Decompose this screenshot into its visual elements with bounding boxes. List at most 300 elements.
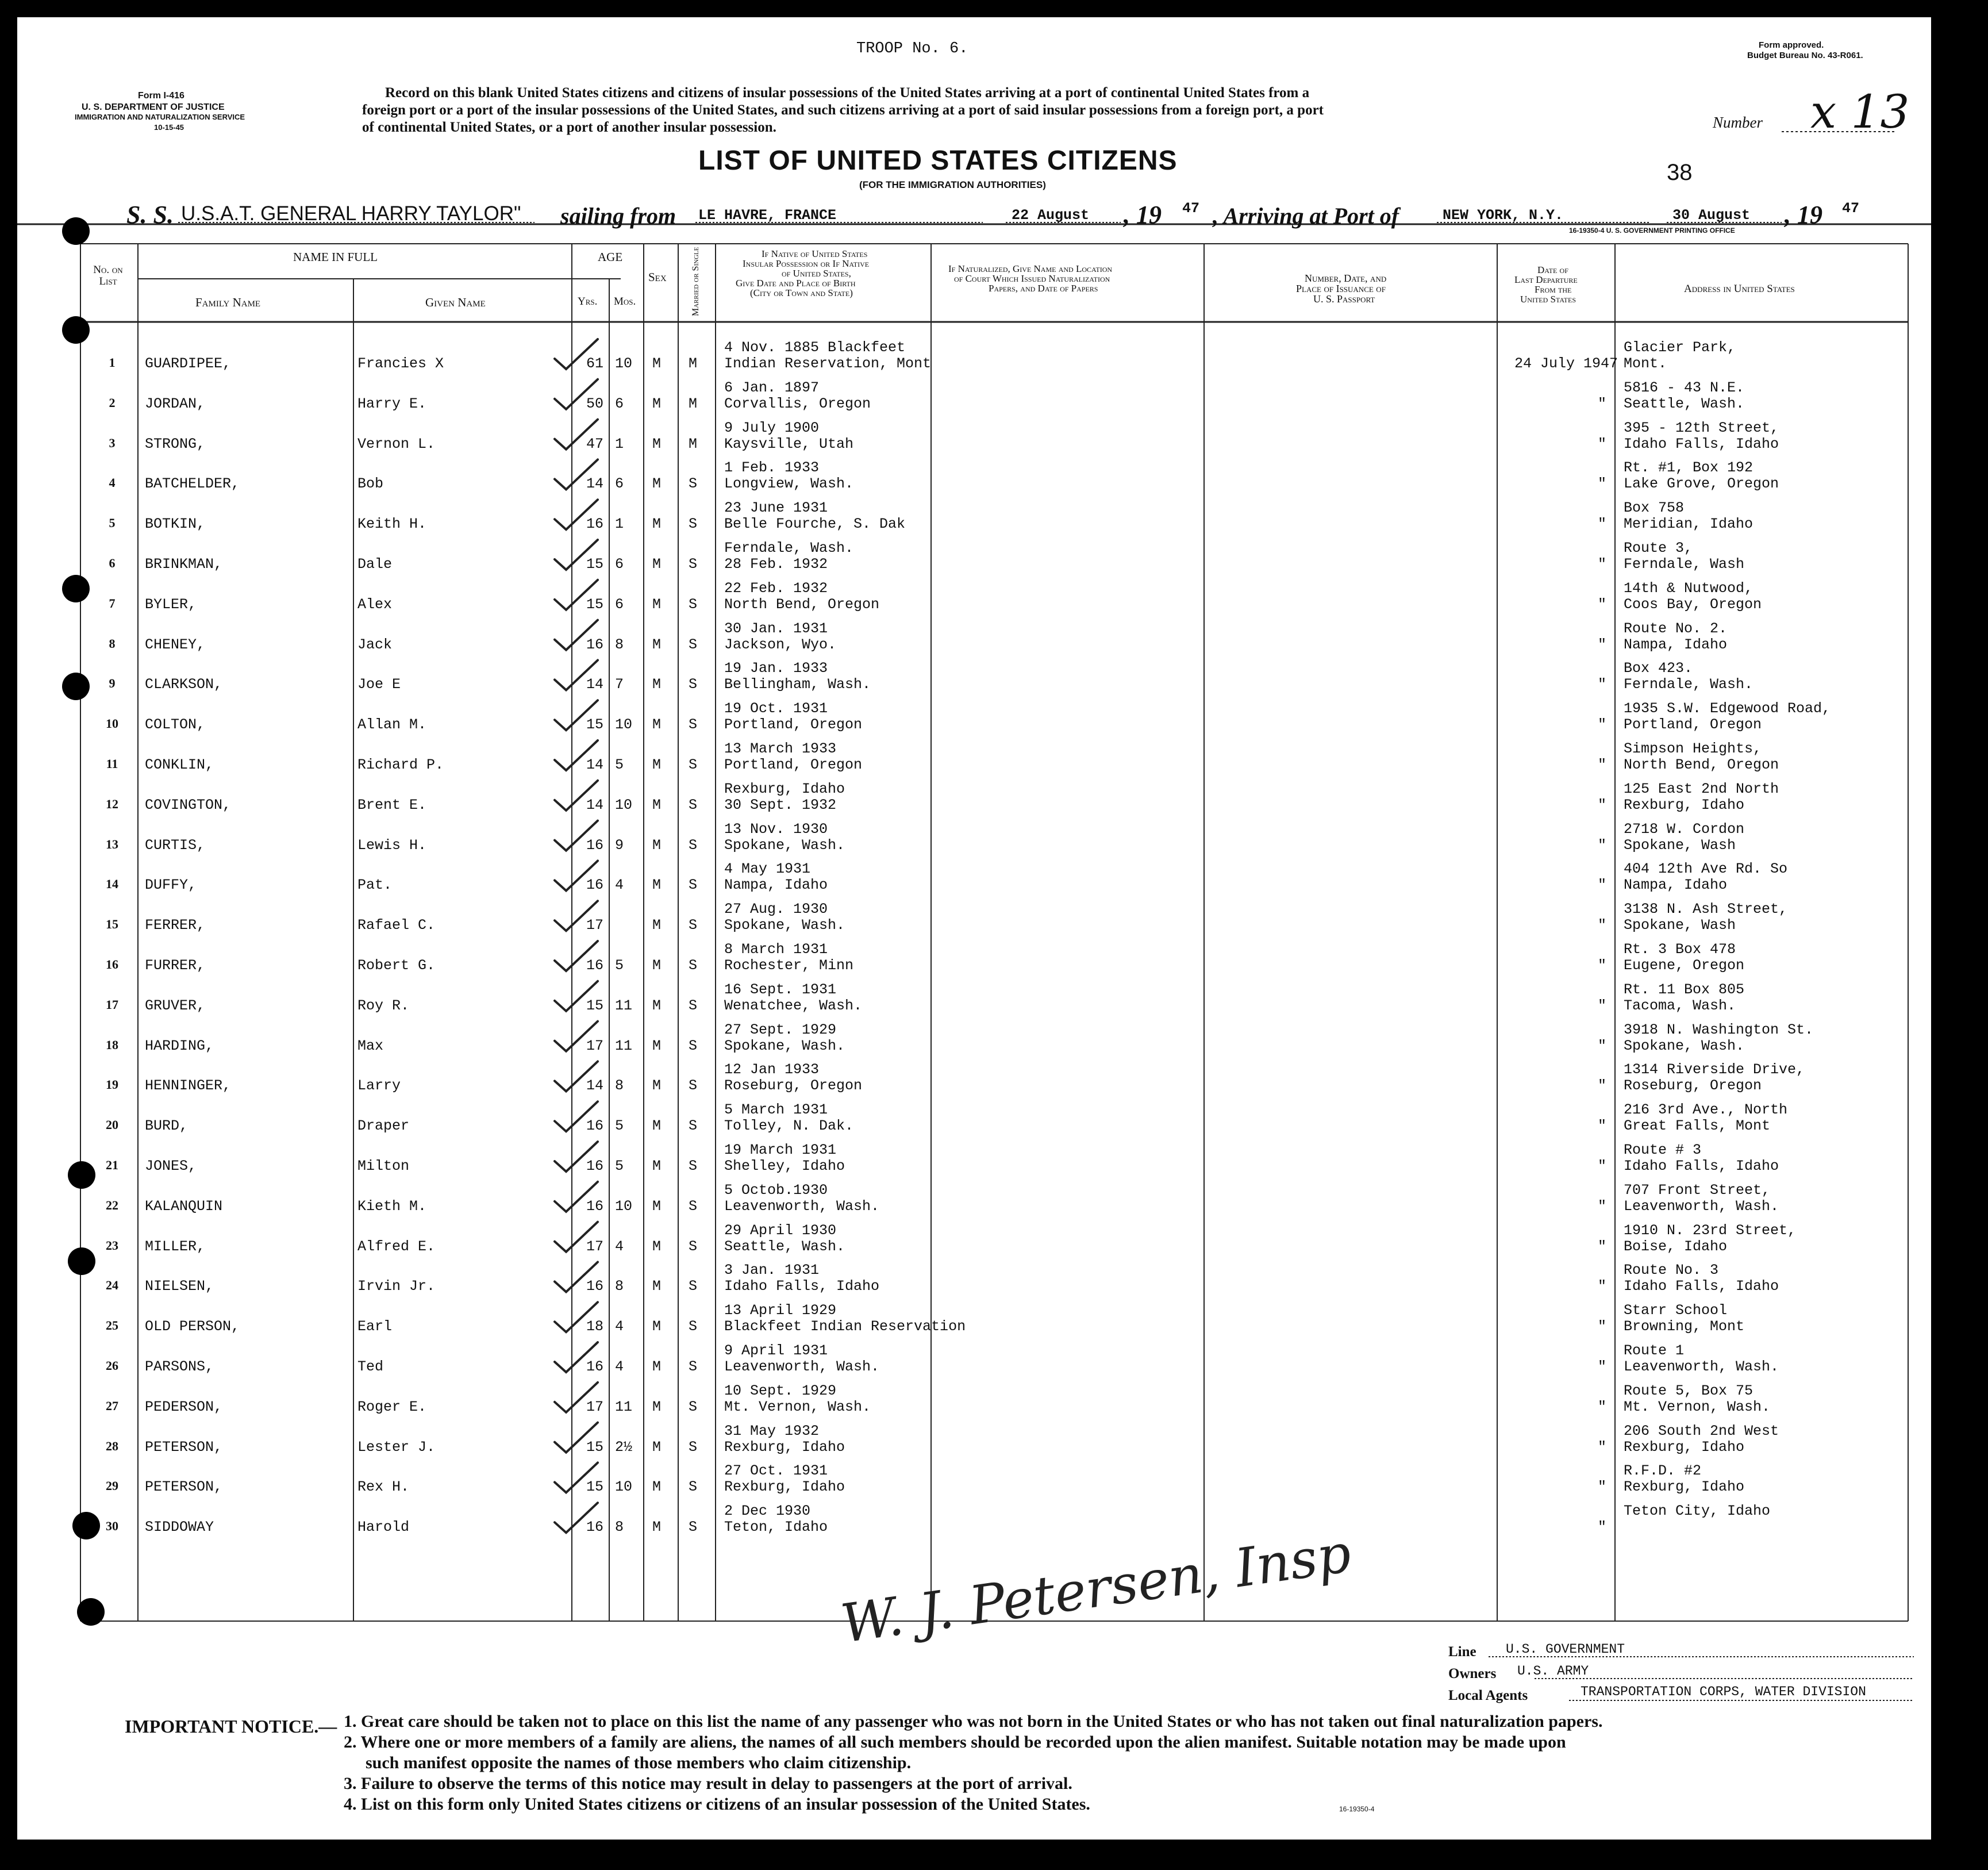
given-name-cell: Pat. <box>357 877 393 894</box>
family-name-cell: JONES, <box>145 1158 197 1174</box>
last-departure-cell: " <box>1598 475 1607 493</box>
marital-status-cell: S <box>689 516 698 533</box>
address-line-1: Rt. 3 Box 478 <box>1624 941 1736 958</box>
owners-value: U.S. ARMY <box>1517 1664 1589 1679</box>
page-number-38: 38 <box>1667 160 1693 185</box>
row-number: 8 <box>109 636 116 651</box>
last-departure-cell: " <box>1598 716 1607 734</box>
address-line-2: Spokane, Wash <box>1624 917 1736 934</box>
col-birth-line-4: Give Date and Place of Birth <box>736 278 856 289</box>
birth-line-1: 22 Feb. 1932 <box>724 579 828 597</box>
family-name-cell: BOTKIN, <box>145 516 206 533</box>
birth-line-1: 27 Aug. 1930 <box>724 901 828 918</box>
col-departure-line-4: United States <box>1520 294 1576 305</box>
birth-line-2: Nampa, Idaho <box>724 877 828 894</box>
birth-line-2: Portland, Oregon <box>724 716 863 734</box>
agents-label: Local Agents <box>1448 1688 1528 1703</box>
col-married-single: Married or Single <box>691 247 701 316</box>
address-line-2: Tacoma, Wash. <box>1624 997 1736 1014</box>
row-number: 17 <box>106 997 118 1012</box>
given-name-cell: Alfred E. <box>357 1238 436 1255</box>
birth-line-1: 27 Sept. 1929 <box>724 1021 837 1038</box>
birth-line-2: Spokane, Wash. <box>724 917 845 934</box>
address-line-1: Box 423. <box>1624 660 1693 677</box>
family-name-cell: PARSONS, <box>145 1358 214 1375</box>
arriving-date: 30 August <box>1672 207 1751 224</box>
col-given-name: Given Name <box>425 295 486 309</box>
age-years-cell: 47 <box>586 435 604 452</box>
address-line-1: Glacier Park, <box>1624 339 1736 356</box>
birth-line-1: 2 Dec 1930 <box>724 1503 811 1520</box>
row-number: 14 <box>106 877 118 892</box>
address-line-2: Ferndale, Wash. <box>1624 676 1754 693</box>
marital-status-cell: S <box>689 1438 698 1456</box>
troop-number: TROOP No. 6. <box>856 40 968 57</box>
last-departure-cell: 24 July 1947 <box>1514 355 1618 372</box>
sex-cell: M <box>652 556 662 573</box>
given-name-cell: Jack <box>357 636 393 653</box>
col-birth-line-5: (City or Town and State) <box>750 287 853 298</box>
birth-line-2: Spokane, Wash. <box>724 836 845 854</box>
birth-line-2: Rochester, Minn <box>724 957 854 974</box>
family-name-cell: JORDAN, <box>145 395 206 412</box>
address-line-1: 1935 S.W. Edgewood Road, <box>1624 700 1831 717</box>
birth-line-1: 3 Jan. 1931 <box>724 1262 820 1279</box>
family-name-cell: BYLER, <box>145 596 197 613</box>
given-name-cell: Roger E. <box>357 1398 427 1415</box>
address-line-1: Route No. 3 <box>1624 1262 1719 1279</box>
address-line-1: 395 - 12th Street, <box>1624 419 1779 436</box>
address-line-1: 125 East 2nd North <box>1624 780 1779 797</box>
sailing-from-label: sailing from <box>560 203 676 229</box>
address-line-2: Idaho Falls, Idaho <box>1624 1278 1779 1295</box>
age-months-cell: 4 <box>615 1358 624 1375</box>
birth-line-2: Leavenworth, Wash. <box>724 1197 880 1215</box>
last-departure-cell: " <box>1598 1318 1607 1335</box>
number-underline <box>1782 130 1897 133</box>
inspector-signature: W. J. Petersen, Insp <box>837 1522 1355 1655</box>
address-line-1: Route # 3 <box>1624 1142 1702 1158</box>
birth-line-2: Corvallis, Oregon <box>724 395 871 412</box>
age-months-cell: 1 <box>615 435 624 452</box>
row-number: 9 <box>109 676 116 691</box>
family-name-cell: GUARDIPEE, <box>145 355 232 372</box>
sex-cell: M <box>652 1118 662 1135</box>
address-line-1: 1910 N. 23rd Street, <box>1624 1222 1797 1239</box>
col-sex: Sex <box>648 270 667 284</box>
address-line-1: 404 12th Ave Rd. So <box>1624 861 1788 878</box>
age-years-cell: 16 <box>586 1358 604 1375</box>
notice-item-2a: 2. Where one or more members of a family are aliens, the names of all such members should be recorded upon the alien manifest. Suitable notation may be made upon <box>344 1733 1566 1752</box>
marital-status-cell: S <box>689 716 698 734</box>
form-date: 10-15-45 <box>154 123 184 132</box>
address-line-1: 206 South 2nd West <box>1624 1422 1779 1439</box>
birth-line-1: 13 Nov. 1930 <box>724 820 828 838</box>
row-number: 18 <box>106 1037 118 1052</box>
col-passport-line-3: U. S. Passport <box>1313 293 1375 305</box>
age-months-cell: 8 <box>615 1077 624 1095</box>
row-number: 19 <box>106 1077 118 1092</box>
sex-cell: M <box>652 917 662 934</box>
line-value: U.S. GOVERNMENT <box>1506 1642 1625 1657</box>
address-line-2: Mont. <box>1624 355 1667 372</box>
age-months-cell: 6 <box>615 596 624 613</box>
given-name-cell: Milton <box>357 1158 410 1174</box>
age-months-cell: 11 <box>615 1037 633 1054</box>
marital-status-cell: S <box>689 1158 698 1174</box>
age-years-cell: 18 <box>586 1318 604 1335</box>
family-name-cell: PEDERSON, <box>145 1398 223 1415</box>
birth-line-2: Idaho Falls, Idaho <box>724 1278 880 1295</box>
marital-status-cell: M <box>689 435 698 452</box>
col-address: Address in United States <box>1684 283 1795 295</box>
row-number: 11 <box>106 757 118 771</box>
birth-line-2: Rexburg, Idaho <box>724 1479 845 1496</box>
address-line-2: Idaho Falls, Idaho <box>1624 435 1779 452</box>
address-line-2: Portland, Oregon <box>1624 716 1762 734</box>
last-departure-cell: " <box>1598 1238 1607 1255</box>
address-line-2: Spokane, Wash. <box>1624 1037 1745 1054</box>
last-departure-cell: " <box>1598 836 1607 854</box>
age-months-cell: 9 <box>615 836 624 854</box>
age-years-cell: 15 <box>586 997 604 1014</box>
given-name-cell: Max <box>357 1037 384 1054</box>
row-number: 10 <box>106 716 118 731</box>
marital-status-cell: S <box>689 1278 698 1295</box>
given-name-cell: Ted <box>357 1358 384 1375</box>
address-line-2: North Bend, Oregon <box>1624 757 1779 773</box>
notice-title: IMPORTANT NOTICE.— <box>125 1716 337 1737</box>
row-number: 29 <box>106 1479 118 1493</box>
given-name-cell: Lewis H. <box>357 836 427 854</box>
family-name-cell: BURD, <box>145 1118 189 1135</box>
birth-line-1: 29 April 1930 <box>724 1222 837 1239</box>
instructions-line-2: foreign port or a port of the insular possessions of the United States, and such citizens arriving at a port of said insular possessions from a foreign port, a port <box>362 102 1324 118</box>
address-line-1: Starr School <box>1624 1302 1728 1319</box>
list-number-handwritten: x 13 <box>1810 85 1910 139</box>
col-naturalized-line-2: of Court Which Issued Naturalization <box>954 273 1110 284</box>
address-line-2: Rexburg, Idaho <box>1624 796 1745 813</box>
number-label: Number <box>1713 114 1763 131</box>
row-number: 16 <box>106 957 118 972</box>
row-number: 20 <box>106 1118 118 1132</box>
bottom-print-code: 16-19350-4 <box>1339 1805 1375 1813</box>
birth-line-2: Belle Fourche, S. Dak <box>724 516 906 533</box>
given-name-cell: Draper <box>357 1118 410 1135</box>
birth-line-1: 19 Oct. 1931 <box>724 700 828 717</box>
age-years-cell: 16 <box>586 957 604 974</box>
last-departure-cell: " <box>1598 1077 1607 1095</box>
age-years-cell: 17 <box>586 917 604 934</box>
last-departure-cell: " <box>1598 556 1607 573</box>
row-number: 6 <box>109 556 116 570</box>
age-months-cell: 10 <box>615 716 633 734</box>
age-years-cell: 61 <box>586 355 604 372</box>
last-departure-cell: " <box>1598 1278 1607 1295</box>
ship-name: U.S.A.T. GENERAL HARRY TAYLOR" <box>181 202 521 225</box>
row-number: 7 <box>109 596 116 610</box>
marital-status-cell: S <box>689 1479 698 1496</box>
binder-hole <box>62 316 90 344</box>
age-years-cell: 14 <box>586 676 604 693</box>
binder-hole <box>77 1598 105 1626</box>
age-years-cell: 16 <box>586 1197 604 1215</box>
address-line-2: Rexburg, Idaho <box>1624 1479 1745 1496</box>
last-departure-cell: " <box>1598 676 1607 693</box>
sailing-year-prefix: , 19 <box>1124 201 1162 229</box>
age-years-cell: 16 <box>586 1278 604 1295</box>
birth-line-1: 30 Jan. 1931 <box>724 620 828 637</box>
col-birth-line-1: If Native of United States <box>762 248 868 259</box>
sex-cell: M <box>652 836 662 854</box>
birth-line-1: 5 March 1931 <box>724 1101 828 1119</box>
row-number: 26 <box>106 1358 118 1373</box>
sex-cell: M <box>652 997 662 1014</box>
agents-value: TRANSPORTATION CORPS, WATER DIVISION <box>1581 1684 1866 1699</box>
col-passport-line-2: Place of Issuance of <box>1296 283 1386 294</box>
last-departure-cell: " <box>1598 1519 1607 1536</box>
address-line-2: Seattle, Wash. <box>1624 395 1745 412</box>
family-name-cell: KALANQUIN <box>145 1197 223 1215</box>
last-departure-cell: " <box>1598 917 1607 934</box>
age-years-cell: 14 <box>586 757 604 773</box>
binder-hole <box>68 1161 95 1189</box>
ship-line-underlines <box>17 221 1931 225</box>
last-departure-cell: " <box>1598 796 1607 813</box>
marital-status-cell: S <box>689 997 698 1014</box>
birth-line-1: 13 April 1929 <box>724 1302 837 1319</box>
family-name-cell: HENNINGER, <box>145 1077 232 1095</box>
birth-line-2: Shelley, Idaho <box>724 1158 845 1174</box>
sailing-from-port: LE HAVRE, FRANCE <box>698 207 837 224</box>
address-line-2: Coos Bay, Oregon <box>1624 596 1762 613</box>
col-age-yrs: Yrs. <box>578 295 598 308</box>
binder-hole <box>72 1512 100 1539</box>
age-months-cell: 11 <box>615 997 633 1014</box>
age-years-cell: 17 <box>586 1037 604 1054</box>
address-line-2: Mt. Vernon, Wash. <box>1624 1398 1771 1415</box>
age-years-cell: 16 <box>586 1118 604 1135</box>
family-name-cell: CONKLIN, <box>145 757 214 773</box>
birth-line-2: Tolley, N. Dak. <box>724 1118 854 1135</box>
age-months-cell: 5 <box>615 757 624 773</box>
sailing-date: 22 August <box>1012 207 1090 224</box>
last-departure-cell: " <box>1598 1398 1607 1415</box>
address-line-1: 1314 Riverside Drive, <box>1624 1061 1805 1078</box>
age-months-cell: 1 <box>615 516 624 533</box>
marital-status-cell: M <box>689 355 698 372</box>
form-approved: Form approved. <box>1759 40 1824 50</box>
given-name-cell: Harold <box>357 1519 410 1536</box>
arriving-year-prefix: , 19 <box>1785 201 1822 229</box>
birth-line-1: 31 May 1932 <box>724 1422 820 1439</box>
address-line-1: 3138 N. Ash Street, <box>1624 901 1788 918</box>
marital-status-cell: S <box>689 596 698 613</box>
last-departure-cell: " <box>1598 1158 1607 1174</box>
arriving-port: NEW YORK, N.Y. <box>1443 207 1564 224</box>
address-line-1: Route No. 2. <box>1624 620 1728 637</box>
age-years-cell: 14 <box>586 796 604 813</box>
age-months-cell: 8 <box>615 1519 624 1536</box>
birth-line-1: Rexburg, Idaho <box>724 780 845 797</box>
sex-cell: M <box>652 435 662 452</box>
age-years-cell: 16 <box>586 636 604 653</box>
col-naturalized-line-3: Papers, and Date of Papers <box>989 283 1098 294</box>
address-line-2: Leavenworth, Wash. <box>1624 1358 1779 1375</box>
given-name-cell: Robert G. <box>357 957 436 974</box>
binder-hole <box>62 673 90 700</box>
birth-line-1: 19 March 1931 <box>724 1142 837 1158</box>
age-months-cell: 8 <box>615 636 624 653</box>
given-name-cell: Harry E. <box>357 395 427 412</box>
birth-line-2: Wenatchee, Wash. <box>724 997 863 1014</box>
form-number: Form I-416 <box>138 91 184 101</box>
age-months-cell: 10 <box>615 1197 633 1215</box>
last-departure-cell: " <box>1598 1438 1607 1456</box>
address-line-1: 216 3rd Ave., North <box>1624 1101 1788 1119</box>
address-line-2: Roseburg, Oregon <box>1624 1077 1762 1095</box>
age-years-cell: 15 <box>586 1479 604 1496</box>
address-line-1: R.F.D. #2 <box>1624 1462 1702 1480</box>
sex-cell: M <box>652 516 662 533</box>
last-departure-cell: " <box>1598 435 1607 452</box>
address-line-1: Teton City, Idaho <box>1624 1503 1771 1520</box>
marital-status-cell: S <box>689 1318 698 1335</box>
age-months-cell: 6 <box>615 556 624 573</box>
sex-cell: M <box>652 1278 662 1295</box>
binder-hole <box>68 1247 95 1275</box>
marital-status-cell: S <box>689 1077 698 1095</box>
sex-cell: M <box>652 877 662 894</box>
given-name-cell: Larry <box>357 1077 401 1095</box>
address-line-2: Meridian, Idaho <box>1624 516 1754 533</box>
notice-item-1: 1. Great care should be taken not to place on this list the name of any passenger who was not born in the United States or who has not taken out final naturalization papers. <box>344 1712 1603 1731</box>
address-line-2: Nampa, Idaho <box>1624 636 1728 653</box>
instructions-line-3: of continental United States, or a port of another insular possession. <box>362 120 776 135</box>
age-months-cell: 8 <box>615 1278 624 1295</box>
address-line-2: Spokane, Wash <box>1624 836 1736 854</box>
birth-line-1: 4 Nov. 1885 Blackfeet <box>724 339 906 356</box>
address-line-1: 5816 - 43 N.E. <box>1624 379 1745 396</box>
marital-status-cell: S <box>689 1238 698 1255</box>
address-line-2: Idaho Falls, Idaho <box>1624 1158 1779 1174</box>
ship-prefix: S. S. <box>126 201 174 229</box>
sex-cell: M <box>652 716 662 734</box>
given-name-cell: Joe E <box>357 676 401 693</box>
notice-item-3: 3. Failure to observe the terms of this notice may result in delay to passengers at the port of arrival. <box>344 1774 1072 1793</box>
birth-line-1: 13 March 1933 <box>724 740 837 757</box>
age-years-cell: 16 <box>586 877 604 894</box>
address-line-1: Simpson Heights, <box>1624 740 1762 757</box>
sex-cell: M <box>652 676 662 693</box>
col-birth-line-2: Insular Possession or If Native <box>743 258 870 269</box>
given-name-cell: Alex <box>357 596 393 613</box>
gpo-print-code: 16-19350-4 U. S. GOVERNMENT PRINTING OFFICE <box>1569 226 1735 235</box>
row-number: 23 <box>106 1238 118 1253</box>
family-name-cell: GRUVER, <box>145 997 206 1014</box>
age-months-cell: 5 <box>615 957 624 974</box>
row-number: 1 <box>109 355 116 370</box>
address-line-1: Rt. 11 Box 805 <box>1624 981 1745 998</box>
sex-cell: M <box>652 395 662 412</box>
marital-status-cell: S <box>689 796 698 813</box>
page-title: LIST OF UNITED STATES CITIZENS <box>698 145 1178 176</box>
marital-status-cell: S <box>689 1197 698 1215</box>
given-name-cell: Dale <box>357 556 393 573</box>
department-name: U. S. DEPARTMENT OF JUSTICE <box>82 102 225 112</box>
address-line-2: Great Falls, Mont <box>1624 1118 1771 1135</box>
col-no-on-list: No. on List <box>93 264 123 287</box>
sex-cell: M <box>652 596 662 613</box>
birth-line-1: 23 June 1931 <box>724 500 828 517</box>
sex-cell: M <box>652 1519 662 1536</box>
marital-status-cell: S <box>689 1118 698 1135</box>
family-name-cell: DUFFY, <box>145 877 197 894</box>
last-departure-cell: " <box>1598 516 1607 533</box>
budget-bureau: Budget Bureau No. 43-R061. <box>1747 51 1863 60</box>
birth-line-2: Indian Reservation, Mont <box>724 355 932 372</box>
arriving-label: , Arriving at Port of <box>1213 203 1399 229</box>
address-line-2: Boise, Idaho <box>1624 1238 1728 1255</box>
row-number: 21 <box>106 1158 118 1172</box>
last-departure-cell: " <box>1598 957 1607 974</box>
age-years-cell: 16 <box>586 1519 604 1536</box>
birth-line-1: 4 May 1931 <box>724 861 811 878</box>
marital-status-cell: S <box>689 636 698 653</box>
address-line-2: Ferndale, Wash <box>1624 556 1745 573</box>
col-naturalized-line-1: If Naturalized, Give Name and Location <box>948 263 1113 274</box>
age-years-cell: 15 <box>586 1438 604 1456</box>
birth-line-2: Kaysville, Utah <box>724 435 854 452</box>
sex-cell: M <box>652 475 662 493</box>
sex-cell: M <box>652 355 662 372</box>
row-number: 13 <box>106 836 118 851</box>
sex-cell: M <box>652 636 662 653</box>
col-family-name: Family Name <box>195 295 261 309</box>
age-months-cell: 7 <box>615 676 624 693</box>
address-line-2: Nampa, Idaho <box>1624 877 1728 894</box>
family-name-cell: CURTIS, <box>145 836 206 854</box>
line-label: Line <box>1448 1644 1476 1660</box>
birth-line-1: 10 Sept. 1929 <box>724 1382 837 1399</box>
birth-line-1: Ferndale, Wash. <box>724 540 854 556</box>
marital-status-cell: S <box>689 957 698 974</box>
col-birth-line-3: of United States, <box>782 268 851 279</box>
birth-line-1: 12 Jan 1933 <box>724 1061 820 1078</box>
age-months-cell: 5 <box>615 1158 624 1174</box>
binder-hole <box>62 575 90 602</box>
age-months-cell: 2½ <box>615 1438 633 1456</box>
sex-cell: M <box>652 1398 662 1415</box>
given-name-cell: Francies X <box>357 355 444 372</box>
col-age-mos: Mos. <box>614 295 636 308</box>
owners-label: Owners <box>1448 1666 1497 1681</box>
family-name-cell: COLTON, <box>145 716 206 734</box>
age-months-cell: 4 <box>615 1318 624 1335</box>
col-departure-line-3: From the <box>1535 284 1572 295</box>
marital-status-cell: S <box>689 1037 698 1054</box>
sex-cell: M <box>652 1318 662 1335</box>
given-name-cell: Rex H. <box>357 1479 410 1496</box>
address-line-1: 2718 W. Cordon <box>1624 820 1745 838</box>
birth-line-2: 30 Sept. 1932 <box>724 796 837 813</box>
birth-line-1: 19 Jan. 1933 <box>724 660 828 677</box>
marital-status-cell: M <box>689 395 698 412</box>
sailing-year: 47 <box>1182 200 1200 217</box>
address-line-1: Route 1 <box>1624 1342 1685 1359</box>
notice-item-2b: such manifest opposite the names of those members who claim citizenship. <box>366 1753 912 1772</box>
age-months-cell: 6 <box>615 475 624 493</box>
